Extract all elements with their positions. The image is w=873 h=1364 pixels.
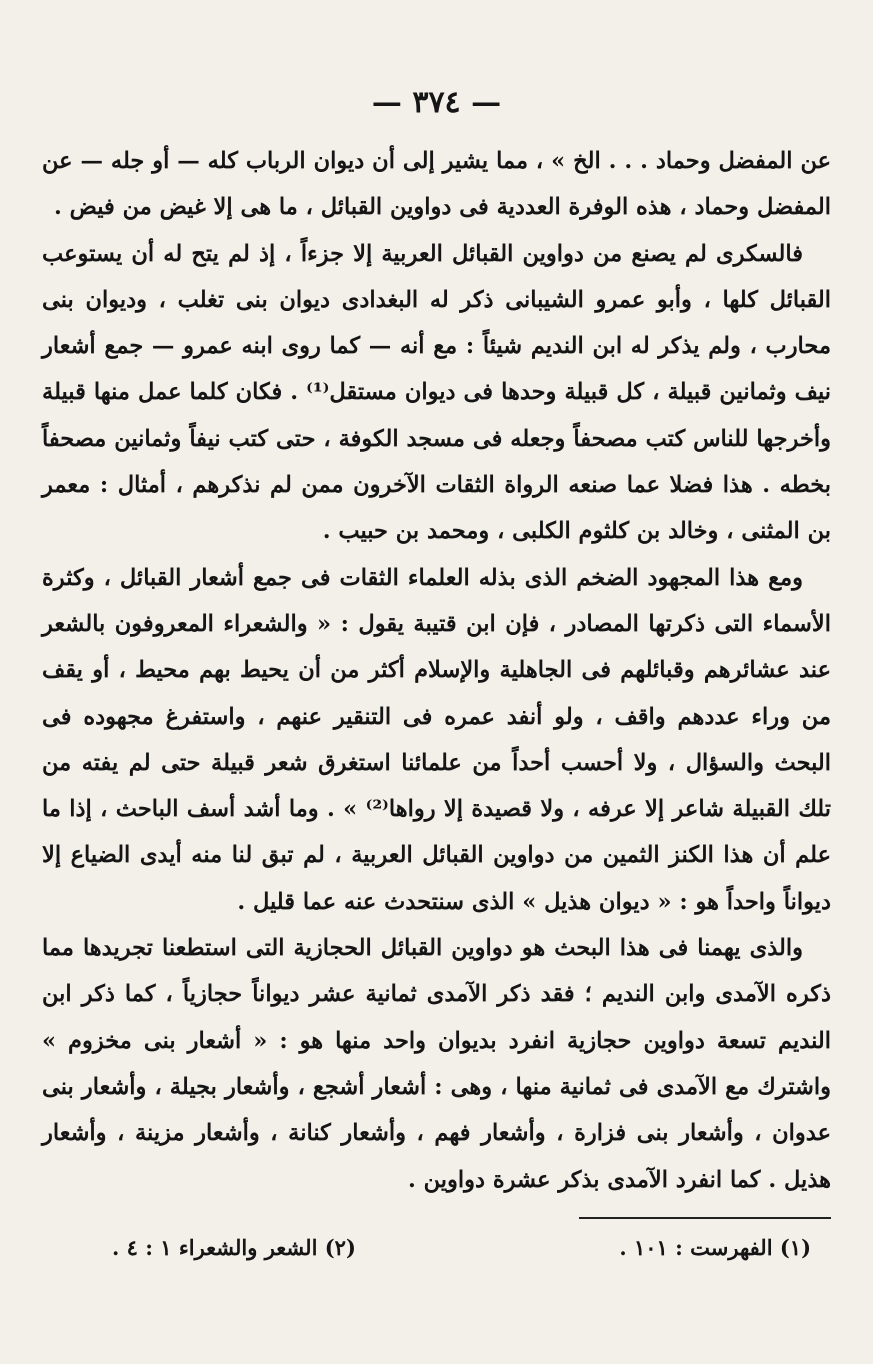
footnotes [42, 1233, 831, 1263]
body-text [42, 138, 831, 1203]
footnote: (٢) الشعر والشعراء ١ : ٤ . [112, 1234, 356, 1260]
paragraph: ومع هذا المجهود الضخم الذى بذله العلماء الثقات فى جمع أشعار القبائل ، وكثرة الأسماء التى ذكرتها المصادر ، فإن ابن قتيبة يقول : « والشعراء المعروفون بالشعر عند عشائرهم وقبائلهم فى الجاهلية والإسلام أكثر من أن يحيط بهم محيط ، أو يقف من وراء عددهم واقف ، ولو أنفد عمره فى التنقير عنهم ، واستفرغ مجهوده فى البحث والسؤال ، ولا أحسب أحداً من علمائنا استغرق شعر قبيلة حتى لم يفته من تلك القبيلة شاعر إلا عرفه ، ولا قصيدة إلا رواها⁽²⁾ » . وما أشد أسف الباحث ، إذا ما علم أن هذا الكنز الثمين من دواوين القبائل العربية ، لم تبق لنا منه أيدى الضياع إلا ديواناً واحداً هو : « ديوان هذيل » الذى سنتحدث عنه عما قليل . [42, 564, 831, 915]
footnote: (١) الفهرست : ١٠١ . [619, 1234, 811, 1260]
paragraph: عن المفضل وحماد . . . الخ » ، مما يشير إلى أن ديوان الرباب كله — أو جله — عن المفضل وحماد ، هذه الوفرة العددية فى دواوين القبائل ، ما هى إلا غيض من فيض . [42, 148, 831, 221]
page-number: — ٣٧٤ — [371, 85, 502, 120]
paragraph: فالسكرى لم يصنع من دواوين القبائل العربية إلا جزءاً ، إذ لم يتح له أن يستوعب القبائل كلها ، وأبو عمرو الشيبانى ذكر له البغدادى ديوان بنى تغلب ، وديوان بنى محارب ، ولم يذكر له ابن النديم شيئاً : مع أنه — كما روى ابنه عمرو — جمع أشعار نيف وثمانين قبيلة ، كل قبيلة وحدها فى ديوان مستقل⁽¹⁾ . فكان كلما عمل منها قبيلة وأخرجها للناس كتب مصحفاً وجعله فى مسجد الكوفة ، حتى كتب نيفاً وثمانين مصحفاً بخطه . هذا فضلا عما صنعه الرواة الثقات الآخرون ممن لم نذكرهم ، أمثال : معمر بن المثنى ، وخالد بن كلثوم الكلبى ، ومحمد بن حبيب . [42, 240, 831, 545]
footnote-divider [579, 1217, 831, 1219]
paragraph: والذى يهمنا فى هذا البحث هو دواوين القبائل الحجازية التى استطعنا تجريدها مما ذكره الآمدى وابن النديم ؛ فقد ذكر الآمدى ثمانية عشر ديواناً حجازياً ، كما ذكر ابن النديم تسعة دواوين حجازية انفرد بديوان واحد منها هو : « أشعار بنى مخزوم » واشترك مع الآمدى فى ثمانية منها ، وهى : أشعار أشجع ، وأشعار بجيلة ، وأشعار بنى عدوان ، وأشعار بنى فزارة ، وأشعار فهم ، وأشعار كنانة ، وأشعار مزينة ، وأشعار هذيل . كما انفرد الآمدى بذكر عشرة دواوين . [42, 935, 831, 1193]
